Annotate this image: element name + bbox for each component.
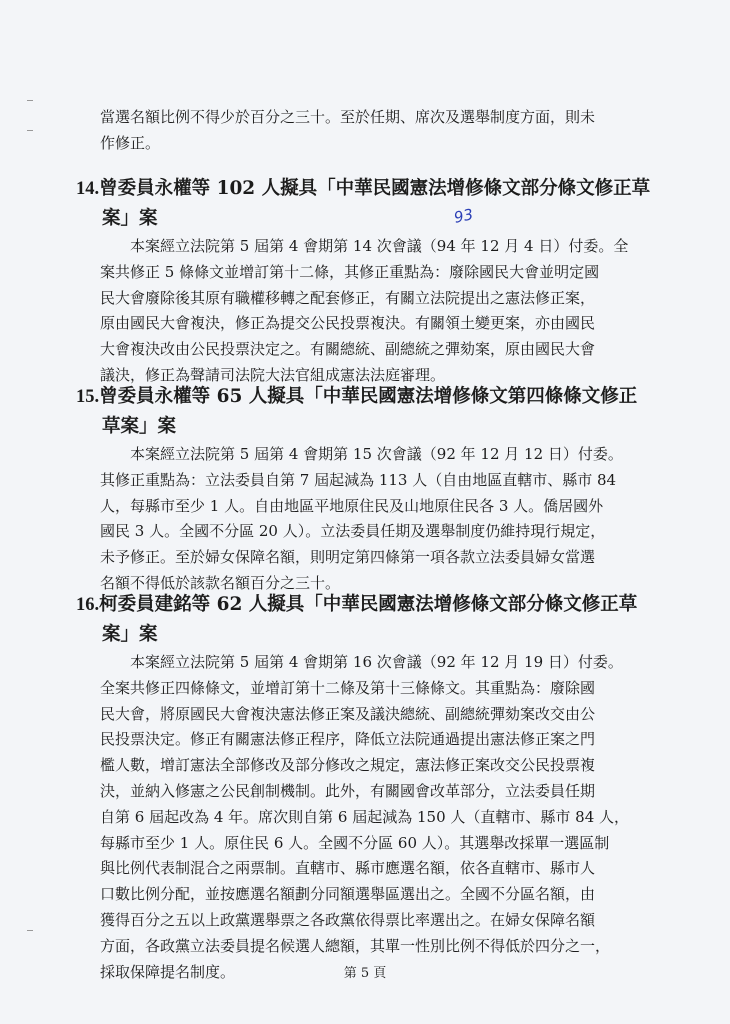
item-15 [76,382,676,597]
heading-line: 柯委員建銘等 62 人擬具「中華民國憲法增修條文部分條文修正草 [99,594,638,615]
body-line: 每縣市至少 1 人。原住民 6 人。全國不分區 60 人）。其選舉改採單一選區制 [100,833,610,852]
heading-line: 案」案 [102,208,158,229]
body-line: 案共修正 5 條條文並增訂第十二條，其修正重點為：廢除國民大會並明定國 [100,262,600,281]
body-line: 全案共修正四條條文，並增訂第十二條及第十三條條文。其重點為：廢除國 [100,678,596,697]
body-line: 民大會，將原國民大會複決憲法修正案及議決總統、副總統彈劾案改交由公 [100,704,596,723]
body-line: 獲得百分之五以上政黨選舉票之各政黨依得票比率選出之。在婦女保障名額 [100,910,596,929]
body-line: 本案經立法院第 5 屆第 4 會期第 16 次會議（92 年 12 月 19 日）付委。 [130,653,623,671]
scan-margin-mark [27,130,33,131]
item-body [76,442,676,597]
heading-line: 曾委員永權等 65 人擬具「中華民國憲法增修條文第四條條文修正 [99,386,638,407]
item-body [76,234,676,389]
body-line: 國民 3 人。全國不分區 20 人）。立法委員任期及選舉制度仍維持現行規定， [100,522,606,541]
item-14 [76,174,676,389]
intro-line: 作修正。 [100,134,161,152]
body-line: 民投票決定。修正有關憲法修正程序，降低立法院通過提出憲法修正案之門 [100,730,596,749]
body-line: 未予修正。至於婦女保障名額，則明定第四條第一項各款立法委員婦女當選 [100,548,596,567]
item-body [76,650,676,985]
scan-margin-mark [27,930,33,931]
body-line: 本案經立法院第 5 屆第 4 會期第 14 次會議（94 年 12 月 4 日）付委。全 [130,237,629,255]
body-line: 大會複決改由公民投票決定之。有關總統、副總統之彈劾案，原由國民大會 [100,340,596,359]
heading-line: 曾委員永權等 102 人擬具「中華民國憲法增修條文部分條文修正草 [99,178,651,199]
intro-paragraph [100,104,675,156]
item-number: 16. [76,595,100,615]
item-heading [76,174,676,234]
heading-line: 案」案 [102,624,158,645]
body-line: 名額不得低於該款名額百分之三十。 [100,573,341,592]
item-heading [76,382,676,442]
body-line: 決，並納入修憲之公民創制機制。此外，有關國會改革部分，立法委員任期 [100,781,596,800]
intro-line: 當選名額比例不得少於百分之三十。至於任期、席次及選舉制度方面，則未 [100,108,596,126]
scan-margin-mark [27,100,33,101]
body-line: 議決，修正為聲請司法院大法官組成憲法法庭審理。 [100,365,446,384]
body-line: 本案經立法院第 5 屆第 4 會期第 15 次會議（92 年 12 月 12 日）付委。 [130,445,623,463]
item-number: 14. [76,179,100,199]
body-line: 其修正重點為：立法委員自第 7 屆起減為 113 人（自由地區直轄市、縣市 84 [100,470,617,489]
body-line: 方面，各政黨立法委員提名候選人總額，其單一性別比例不得低於四分之一， [100,936,611,955]
body-line: 與比例代表制混合之兩票制。直轄市、縣市應選名額，依各直轄市、縣市人 [100,859,596,878]
body-line: 口數比例分配，並按應選名額劃分同額選舉區選出之。全國不分區名額，由 [100,885,596,904]
body-line: 檻人數，增訂憲法全部修改及部分修改之規定，憲法修正案改交公民投票複 [100,756,596,775]
handwritten-annotation: 93 [452,205,475,227]
body-line: 原由國民大會複決，修正為提交公民投票複決。有關領土變更案，亦由國民 [100,314,596,333]
body-line: 採取保障提名制度。 [100,962,236,981]
heading-line: 草案」案 [102,416,177,437]
page-number: 第 5 頁 [343,966,387,981]
item-number: 15. [76,387,100,407]
item-16 [76,590,676,985]
body-line: 人，每縣市至少 1 人。自由地區平地原住民及山地原住民各 3 人。僑居國外 [100,496,604,515]
body-line: 民大會廢除後其原有職權移轉之配套修正，有關立法院提出之憲法修正案， [100,288,596,307]
item-heading [76,590,676,650]
body-line: 自第 6 屆起改為 4 年。席次則自第 6 屆起減為 150 人（直轄市、縣市 84 人， [100,807,630,826]
